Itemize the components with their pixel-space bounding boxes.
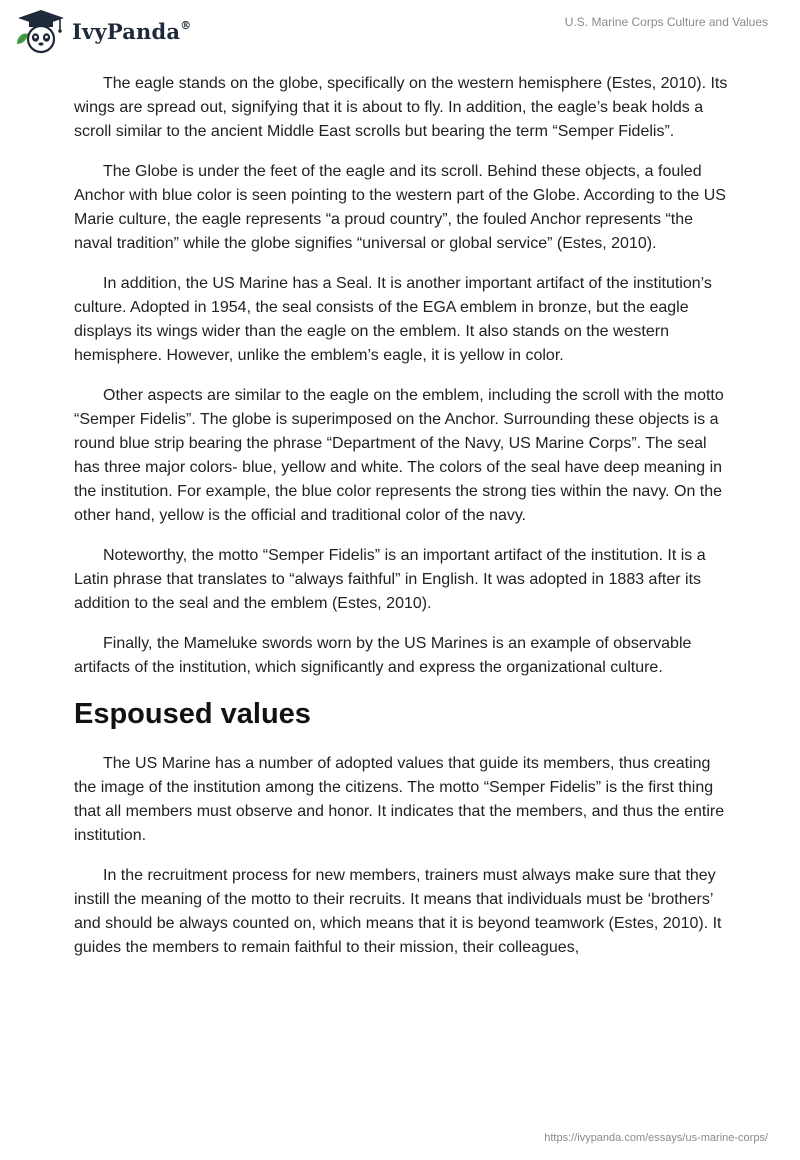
paragraph: Finally, the Mameluke swords worn by the US Marines is an example of observable artifacts of the institution, which significantly and express the organizational culture. — [74, 635, 692, 676]
document-title: U.S. Marine Corps Culture and Values — [564, 15, 768, 29]
source-url[interactable]: https://ivypanda.com/essays/us-marine-corps/ — [544, 1132, 768, 1144]
paragraph: In the recruitment process for new members, trainers must always make sure that they instill the meaning of the motto to their recruits. It means that individuals must be ‘brothers’ and should be always counted on, which means that it is beyond teamwork (Estes, 2010). It guides the members to remain faithful to their mission, their colleagues, — [74, 867, 722, 956]
page-header — [0, 0, 800, 60]
brand-name: IvyPanda® — [72, 18, 192, 44]
paragraph: In addition, the US Marine has a Seal. It is another important artifact of the institution’s culture. Adopted in 1954, the seal consists of the EGA emblem in bronze, but the eagle displays its wings wider than the eagle on the emblem. It also stands on the western hemisphere. However, unlike the emblem’s eagle, it is yellow in color. — [74, 275, 712, 364]
paragraph: Other aspects are similar to the eagle on the emblem, including the scroll with the motto “Semper Fidelis”. The globe is superimposed on the Anchor. Surrounding these objects is a round blue strip bearing the phrase “Department of the Navy, US Marine Corps”. The seal has three major colors- blue, yellow and white. The colors of the seal have deep meaning in the institution. For example, the blue color represents the strong ties within the navy. On the other hand, yellow is the official and traditional color of the navy. — [74, 387, 724, 524]
panda-graduate-icon — [14, 8, 68, 54]
brand-logo[interactable] — [14, 8, 191, 54]
paragraph: The Globe is under the feet of the eagle and its scroll. Behind these objects, a fouled Anchor with blue color is seen pointing to the western part of the Globe. According to the US Marie culture, the eagle represents “a proud country”, the fouled Anchor represents “the naval tradition” while the globe signifies “universal or global service” (Estes, 2010). — [74, 163, 726, 252]
section-heading: Espoused values — [74, 698, 311, 730]
paragraph: The US Marine has a number of adopted values that guide its members, thus creating the image of the institution among the citizens. The motto “Semper Fidelis” is the first thing that all members must observe and honor. It indicates that the members, and thus the entire institution. — [74, 755, 725, 844]
essay-body — [74, 72, 730, 976]
paragraph: Noteworthy, the motto “Semper Fidelis” is an important artifact of the institution. It is a Latin phrase that translates to “always faithful” in English. It was adopted in 1883 after its addition to the seal and the emblem (Estes, 2010). — [74, 547, 706, 612]
paragraph: The eagle stands on the globe, specifically on the western hemisphere (Estes, 2010). Its wings are spread out, signifying that it is about to fly. In addition, the eagle’s beak holds a scroll similar to the ancient Middle East scrolls but bearing the term “Semper Fidelis”. — [74, 75, 728, 140]
